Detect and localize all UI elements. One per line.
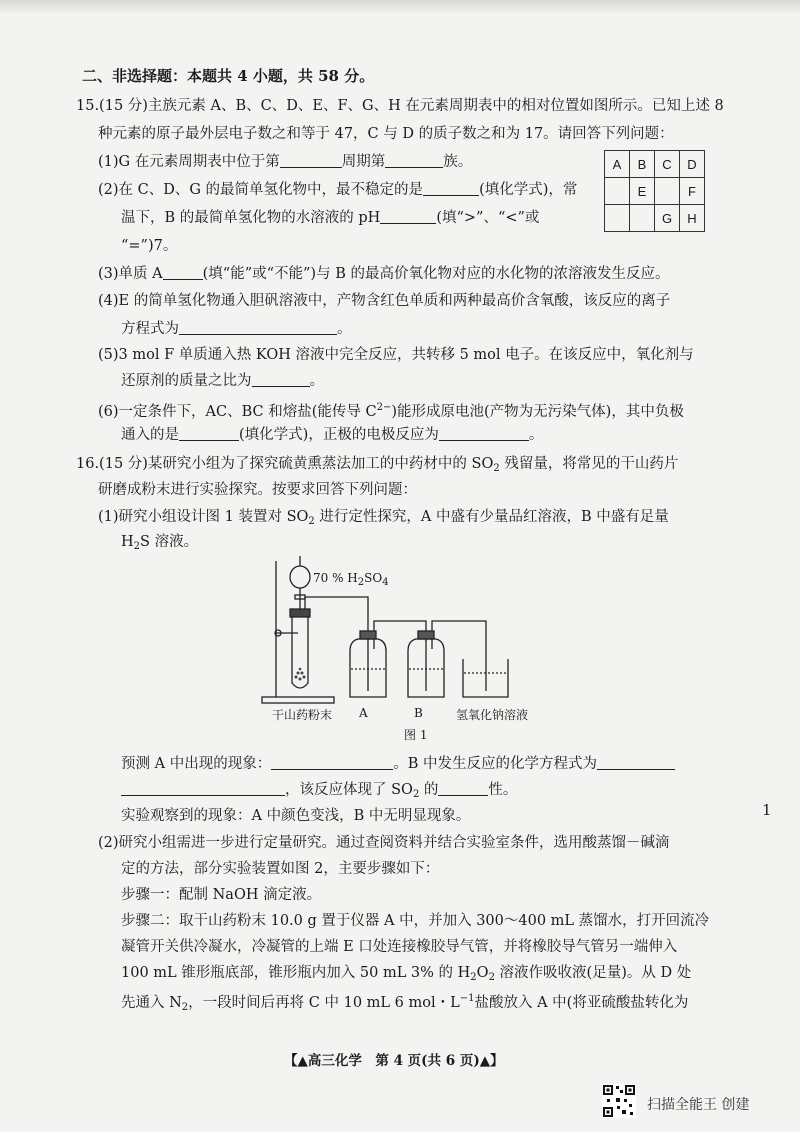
q16-step1: 步骤一：配制 NaOH 滴定液。: [121, 887, 322, 903]
answer-blank[interactable]: [385, 153, 443, 168]
q16-predict-line2: ，该反应体现了 $SO_2$ 的 性。: [121, 780, 517, 805]
answer-blank[interactable]: [439, 426, 529, 441]
acid-label: 70 % $H_2SO_4$: [313, 571, 389, 588]
answer-blank[interactable]: [121, 781, 285, 796]
answer-blank[interactable]: [252, 372, 310, 387]
answer-blank[interactable]: [597, 755, 675, 770]
test-tube: [292, 617, 308, 688]
iron-stand-base: [262, 697, 334, 703]
naoh-label: 氢氧化钠溶液: [456, 708, 529, 722]
bottle-b-label: B: [414, 706, 423, 720]
page-footer: 【▲高三化学 第 4 页(共 6 页)▲】: [284, 1053, 504, 1069]
q16-step2-line2: 凝管开关供冷凝水，冷凝管的上端 E 口处连接橡胶导气管，并将橡胶导气管另一端伸入: [121, 939, 678, 955]
answer-blank[interactable]: [179, 320, 337, 335]
q15-line2: 种元素的原子最外层电子数之和等于 47，C 与 D 的质子数之和为 17。请回答下列问题：: [98, 126, 674, 142]
bottle-a-stopper: [360, 631, 376, 639]
q15-part3: (3)单质 A (填“能”或“不能”)与 B 的最高价氧化物对应的水化物的浓溶液发生反应。: [98, 266, 670, 282]
scan-top-edge: [0, 0, 800, 14]
q15-part2-line1: (2)在 C、D、G 的最简单氢化物中，最不稳定的是 (填化学式)，常: [98, 182, 578, 198]
answer-blank[interactable]: [271, 755, 393, 770]
section-heading: 二、非选择题：本题共 4 小题，共 58 分。: [82, 67, 375, 85]
q16-predict-line1: 预测 A 中出现的现象： 。B 中发生反应的化学方程式为: [121, 754, 675, 774]
q15-part5-line1: (5)3 mol F 单质通入热 KOH 溶液中完全反应，共转移 5 mol 电子。在该反应中，氧化剂与: [98, 347, 694, 363]
answer-blank[interactable]: [438, 781, 488, 796]
scanner-watermark: 扫描全能王 创建: [647, 1097, 750, 1113]
q16-step2-line3: 100 mL 锥形瓶底部，锥形瓶内加入 50 mL 3% 的 $H_2O_2$ 溶液作吸收液(足量)。从 D 处: [121, 965, 692, 983]
delivery-tube: [305, 597, 368, 641]
margin-page-marker: 1: [762, 801, 772, 819]
q15-part6-line2: 通入的是 (填化学式)，正极的电极反应为 。: [121, 427, 544, 443]
bottle-b-stopper: [418, 631, 434, 639]
q15-part2-line2: 温下，B 的最简单氢化物的水溶液的 pH (填“>”、“<”或: [121, 210, 540, 226]
answer-blank[interactable]: [380, 209, 436, 224]
q16-step2-line4: 先通入 $N_2$，一段时间后再将 C 中 10 mL 6 mol・$L^{-1}$盐酸放入 A 中(将亚硫酸盐转化为: [121, 993, 689, 1013]
q16-part2-line2: 定的方法，部分实验装置如图 2，主要步骤如下：: [121, 861, 440, 877]
q16-line2: 研磨成粉末进行实验探究。按要求回答下列问题：: [98, 482, 417, 498]
exhaust-tube: [432, 621, 486, 691]
q15-part4-line2: 方程式为 。: [121, 321, 352, 337]
q16-observation: 实验观察到的现象：A 中颜色变浅，B 中无明显现象。: [121, 808, 471, 824]
answer-blank[interactable]: [179, 426, 239, 441]
q15-part1: (1)G 在元素周期表中位于第 周期第 族。: [98, 154, 473, 170]
figure-caption: 图 1: [404, 728, 428, 742]
periodic-table-fragment: A B C D E F G H: [604, 150, 705, 232]
answer-blank[interactable]: [423, 181, 479, 196]
separatory-funnel: [290, 566, 310, 588]
answer-blank[interactable]: [280, 153, 342, 168]
q15-part5-line2: 还原剂的质量之比为 。: [121, 373, 324, 389]
yam-powder: [295, 668, 306, 681]
q15-part4-line1: (4)E 的简单氢化物通入胆矾溶液中，产物含红色单质和两种最高价含氧酸，该反应的离子: [98, 293, 671, 309]
powder-label: 干山药粉末: [272, 708, 333, 722]
q15-part2-line3: “=”)7。: [121, 238, 178, 254]
q15-line1: 15.(15 分)主族元素 A、B、C、D、E、F、G、H 在元素周期表中的相对位置如图所示。已知上述 8: [76, 98, 724, 114]
q16-part2-line1: (2)研究小组需进一步进行定量研究。通过查阅资料并结合实验室条件，选用酸蒸馏－碱滴: [98, 835, 670, 851]
qr-code-icon: [602, 1084, 636, 1118]
answer-blank[interactable]: [163, 265, 203, 280]
q16-line1: 16.(15 分)某研究小组为了探究硫黄熏蒸法加工的中药材中的 $SO_2$ 残留量，将常见的干山药片: [76, 456, 679, 474]
q16-part1-line1: (1)研究小组设计图 1 装置对 $SO_2$ 进行定性探究，A 中盛有少量品红溶液，B 中盛有足量: [98, 509, 669, 527]
stopper: [290, 609, 310, 617]
q15-part6-line1: (6)一定条件下，AC、BC 和熔盐(能传导 $C^{2-}$)能形成原电池(产物为无污染气体)，其中负极: [98, 402, 684, 420]
q16-part1-line2: $H_2S$ 溶液。: [121, 534, 199, 552]
bottle-a-label: A: [359, 706, 368, 720]
q16-step2-line1: 步骤二：取干山药粉末 10.0 g 置于仪器 A 中，并加入 300～400 mL 蒸馏水，打开回流冷: [121, 913, 710, 929]
